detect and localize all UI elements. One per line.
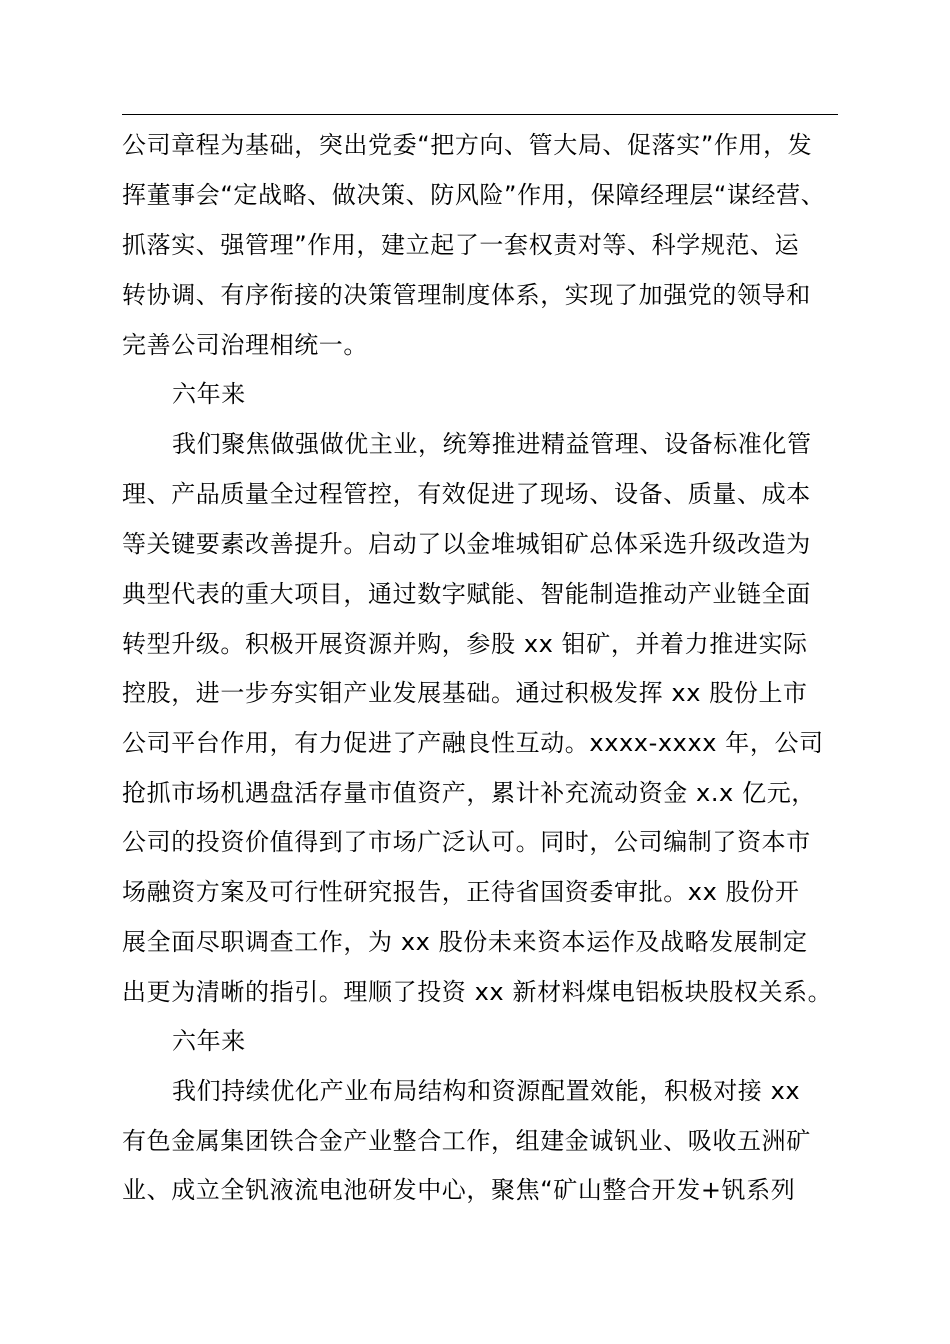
paragraph-line: 抢抓市场机遇盘活存量市值资产，累计补充流动资金 x.x 亿元， [122, 779, 816, 807]
header-rule [122, 114, 838, 115]
paragraph-line: 我们聚焦做强做优主业，统筹推进精益管理、设备标准化管 [172, 430, 812, 458]
paragraph-line: 公司平台作用，有力促进了产融良性互动。xxxx-xxxx 年，公司 [122, 729, 824, 757]
paragraph-line: 控股，进一步夯实钼产业发展基础。通过积极发挥 xx 股份上市 [122, 679, 808, 707]
section-heading: 六年来 [172, 1027, 246, 1055]
paragraph-line: 理、产品质量全过程管控，有效促进了现场、设备、质量、成本 [122, 480, 811, 508]
paragraph-line: 挥董事会“定战略、做决策、防风险”作用，保障经理层“谋经营、 [122, 181, 826, 209]
paragraph-line: 等关键要素改善提升。启动了以金堆城钼矿总体采选升级改造为 [122, 530, 811, 558]
paragraph-line: 业、成立全钒液流电池研发中心，聚焦“矿山整合开发+钒系列 [122, 1176, 796, 1204]
paragraph-line: 典型代表的重大项目，通过数字赋能、智能制造推动产业链全面 [122, 580, 811, 608]
paragraph-line: 抓落实、强管理”作用，建立起了一套权责对等、科学规范、运 [122, 231, 800, 259]
paragraph-line: 场融资方案及可行性研究报告，正待省国资委审批。xx 股份开 [122, 878, 800, 906]
paragraph-line: 出更为清晰的指引。理顺了投资 xx 新材料煤电铝板块股权关系。 [122, 978, 833, 1006]
paragraph-line: 转型升级。积极开展资源并购，参股 xx 钼矿，并着力推进实际 [122, 630, 808, 658]
paragraph-line: 完善公司治理相统一。 [122, 331, 368, 359]
paragraph-line: 展全面尽职调查工作，为 xx 股份未来资本运作及战略发展制定 [122, 928, 808, 956]
paragraph-line: 有色金属集团铁合金产业整合工作，组建金诚钒业、吸收五洲矿 [122, 1127, 811, 1155]
section-heading: 六年来 [172, 380, 246, 408]
paragraph-line: 公司的投资价值得到了市场广泛认可。同时，公司编制了资本市 [122, 828, 811, 856]
paragraph-line: 转协调、有序衔接的决策管理制度体系，实现了加强党的领导和 [122, 281, 811, 309]
paragraph-line: 我们持续优化产业布局结构和资源配置效能，积极对接 xx [172, 1077, 801, 1105]
paragraph-line: 公司章程为基础，突出党委“把方向、管大局、促落实”作用，发 [122, 131, 813, 159]
